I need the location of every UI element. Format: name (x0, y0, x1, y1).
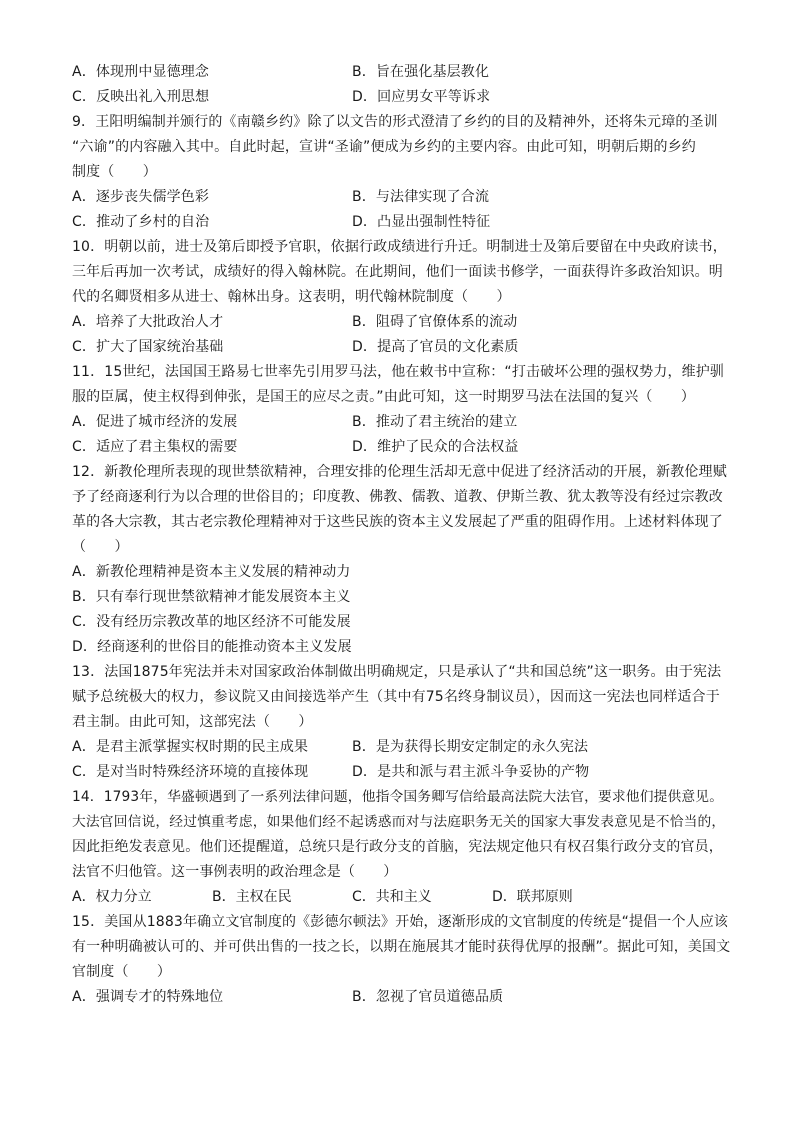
q11-stem-line-2: 服的臣属，使主权得到伸张，是国王的应尽之责。”由此可知，这一时期罗马法在法国的复兴（ ） (72, 389, 695, 405)
q9-option-d: D．凸显出强制性特征 (352, 214, 491, 230)
q15-stem-line-3: 官制度（ ） (72, 964, 172, 980)
q13-option-a: A．是君主派掌握实权时期的民主成果 (72, 739, 309, 755)
q10-option-d: D．提高了官员的文化素质 (352, 339, 519, 355)
q9-stem-line-2: “六谕”的内容融入其中。自此时起，宣讲“圣谕”便成为乡约的主要内容。由此可知，明朝后期的乡约 (72, 139, 696, 155)
q14-stem-line-2: 大法官回信说，经过慎重考虑，如果他们经不起诱惑而对与法庭职务无关的国家大事发表意见是不恰当的， (72, 814, 726, 830)
q10-stem-line-2: 三年后再加一次考试，成绩好的得入翰林院。在此期间，他们一面读书修学，一面获得许多政治知识。明 (72, 264, 723, 280)
q13-stem-line-3: 君主制。由此可知，这部宪法（ ） (72, 714, 313, 730)
q11-stem-line-1: 11．15世纪，法国国王路易七世率先引用罗马法，他在敕书中宣称：“打击破坏公理的强权势力，维护驯 (72, 364, 725, 380)
q9-stem-line-3: 制度（ ） (72, 164, 157, 180)
q12-stem-line-2: 予了经商逐利行为以合理的世俗目的；印度教、佛教、儒教、道教、伊斯兰教、犹太教等没有经过宗教改 (72, 489, 723, 505)
q11-option-b: B．推动了君主统治的建立 (352, 414, 518, 430)
q8-option-c: C．反映出礼入刑思想 (72, 89, 210, 105)
q10-stem-line-3: 代的名卿贤相多从进士、翰林出身。这表明，明代翰林院制度（ ） (72, 289, 511, 305)
q14-stem-line-1: 14．1793年，华盛顿遇到了一系列法律问题，他指令国务卿写信给最高法院大法官，要求他们提供意见。 (72, 789, 724, 805)
q12-stem-line-1: 12．新教伦理所表现的现世禁欲精神，合理安排的伦理生活却无意中促进了经济活动的开展，新教伦理赋 (72, 464, 727, 480)
q14-option-a: A．权力分立 (72, 889, 152, 905)
q13-option-c: C．是对当时特殊经济环境的直接体现 (72, 764, 309, 780)
q14-stem-line-3: 因此拒绝发表意见。他们还提醒道，总统只是行政分支的首脑，宪法规定他只有权召集行政分支的官员， (72, 839, 723, 855)
q14-stem-line-4: 法官不归他管。这一事例表明的政治理念是（ ） (72, 864, 398, 880)
q9-option-b: B．与法律实现了合流 (352, 189, 490, 205)
q12-option-a: A．新教伦理精神是资本主义发展的精神动力 (72, 564, 351, 580)
q13-stem-line-1: 13．法国1875年宪法并未对国家政治体制做出明确规定，只是承认了“共和国总统”这一职务。由于宪法 (72, 664, 722, 680)
q10-stem-line-1: 10．明朝以前，进士及第后即授予官职，依据行政成绩进行升迁。明制进士及第后要留在中央政府读书， (72, 239, 727, 255)
q13-stem-line-2: 赋予总统极大的权力，参议院又由间接选举产生（其中有75名终身制议员），因而这一宪法也同样适合于 (72, 689, 720, 705)
q15-option-b: B．忽视了官员道德品质 (352, 989, 504, 1005)
q13-option-d: D．是共和派与君主派斗争妥协的产物 (352, 764, 590, 780)
q12-stem-line-3: 革的各大宗教，其古老宗教伦理精神对于这些民族的资本主义发展起了严重的阻碍作用。上述材料体现了 (72, 514, 723, 530)
q12-stem-line-4: （ ） (72, 539, 129, 555)
q10-option-c: C．扩大了国家统治基础 (72, 339, 224, 355)
q14-option-b: B．主权在民 (212, 889, 292, 905)
q8-option-d: D．回应男女平等诉求 (352, 89, 491, 105)
q12-option-c: C．没有经历宗教改革的地区经济不可能发展 (72, 614, 351, 630)
q8-option-a: A．体现刑中显德理念 (72, 64, 210, 80)
q13-option-b: B．是为获得长期安定制定的永久宪法 (352, 739, 589, 755)
q10-option-a: A．培养了大批政治人才 (72, 314, 224, 330)
q12-option-d: D．经商逐利的世俗目的能推动资本主义发展 (72, 639, 352, 655)
q14-option-d: D．联邦原则 (492, 889, 573, 905)
q11-option-c: C．适应了君主集权的需要 (72, 439, 238, 455)
q11-option-d: D．维护了民众的合法权益 (352, 439, 519, 455)
q8-option-b: B．旨在强化基层教化 (352, 64, 490, 80)
q9-stem-line-1: 9．王阳明编制并颁行的《南赣乡约》除了以文告的形式澄清了乡约的目的及精神外，还将朱元璋的圣训 (72, 114, 718, 130)
q14-option-c: C．共和主义 (352, 889, 432, 905)
q11-option-a: A．促进了城市经济的发展 (72, 414, 238, 430)
q12-option-b: B．只有奉行现世禁欲精神才能发展资本主义 (72, 589, 351, 605)
q15-stem-line-2: 有一种明确被认可的、并可供出售的一技之长，以期在施展其才能时获得优厚的报酬”。据此可知，美国文 (72, 939, 731, 955)
q9-option-c: C．推动了乡村的自治 (72, 214, 210, 230)
q15-option-a: A．强调专才的特殊地位 (72, 989, 224, 1005)
q10-option-b: B．阻碍了官僚体系的流动 (352, 314, 518, 330)
q15-stem-line-1: 15．美国从1883年确立文官制度的《彭德尔顿法》开始，逐渐形成的文官制度的传统是“提倡一个人应该 (72, 914, 729, 930)
q9-option-a: A．逐步丧失儒学色彩 (72, 189, 210, 205)
